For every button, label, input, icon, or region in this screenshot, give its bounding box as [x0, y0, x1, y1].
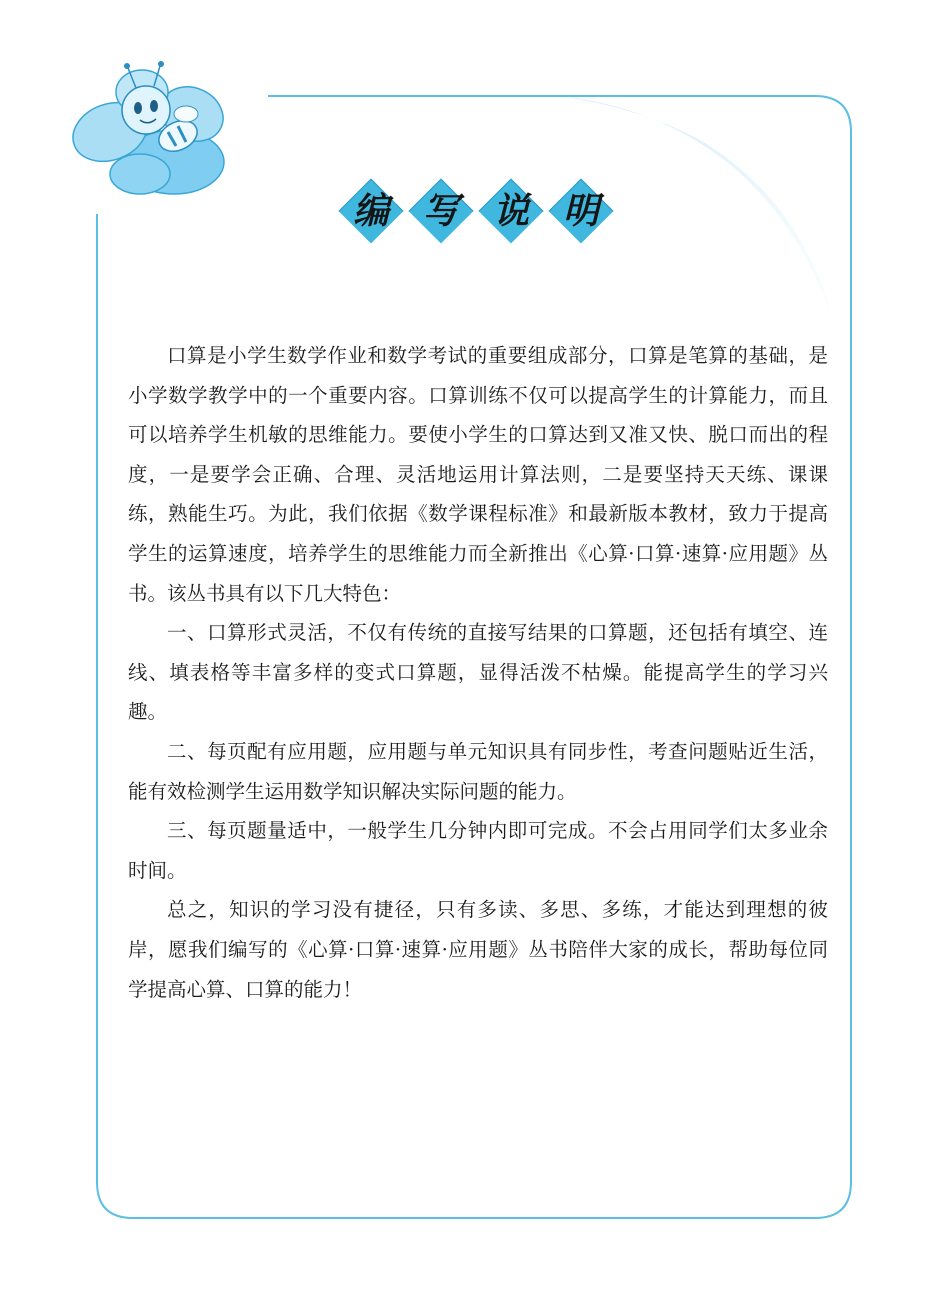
paragraph-feature-1: 一、口算形式灵活，不仅有传统的直接写结果的口算题，还包括有填空、连线、填表格等丰富多样的变式口算题，显得活泼不枯燥。能提高学生的学习兴趣。: [128, 621, 828, 724]
bee-on-flower-icon: [62, 52, 242, 202]
title-char-3: 说: [478, 178, 544, 244]
paragraph-intro: 口算是小学生数学作业和数学考试的重要组成部分，口算是笔算的基础，是小学数学教学中的一个重要内容。口算训练不仅可以提高学生的计算能力，而且可以培养学生机敏的思维能力。要使小学生的口算达到又准又快、脱口而出的程度，一是要学会正确、合理、灵活地运用计算法则，二是要坚持天天练、课课练，熟能生巧。为此，我们依据《数学课程标准》和最新版本教材，致力于提高学生的运算速度，培养学生的思维能力而全新推出《心算·口算·速算·应用题》丛书。该丛书具有以下几大特色：: [128, 344, 828, 605]
paragraph-conclusion: 总之，知识的学习没有捷径，只有多读、多思、多练，才能达到理想的彼岸，愿我们编写的《心算·口算·速算·应用题》丛书陪伴大家的成长，帮助每位同学提高心算、口算的能力！: [128, 898, 828, 1001]
paragraph-feature-3: 三、每页题量适中，一般学生几分钟内即可完成。不会占用同学们太多业余时间。: [128, 819, 828, 882]
title-char-4: 明: [548, 178, 614, 244]
title-char-1: 编: [338, 178, 404, 244]
body-text: [128, 336, 828, 1009]
page-title: [338, 178, 614, 248]
paragraph-feature-2: 二、每页配有应用题，应用题与单元知识具有同步性，考查问题贴近生活，能有效检测学生运用数学知识解决实际问题的能力。: [128, 739, 828, 803]
title-char-2: 写: [408, 178, 474, 244]
